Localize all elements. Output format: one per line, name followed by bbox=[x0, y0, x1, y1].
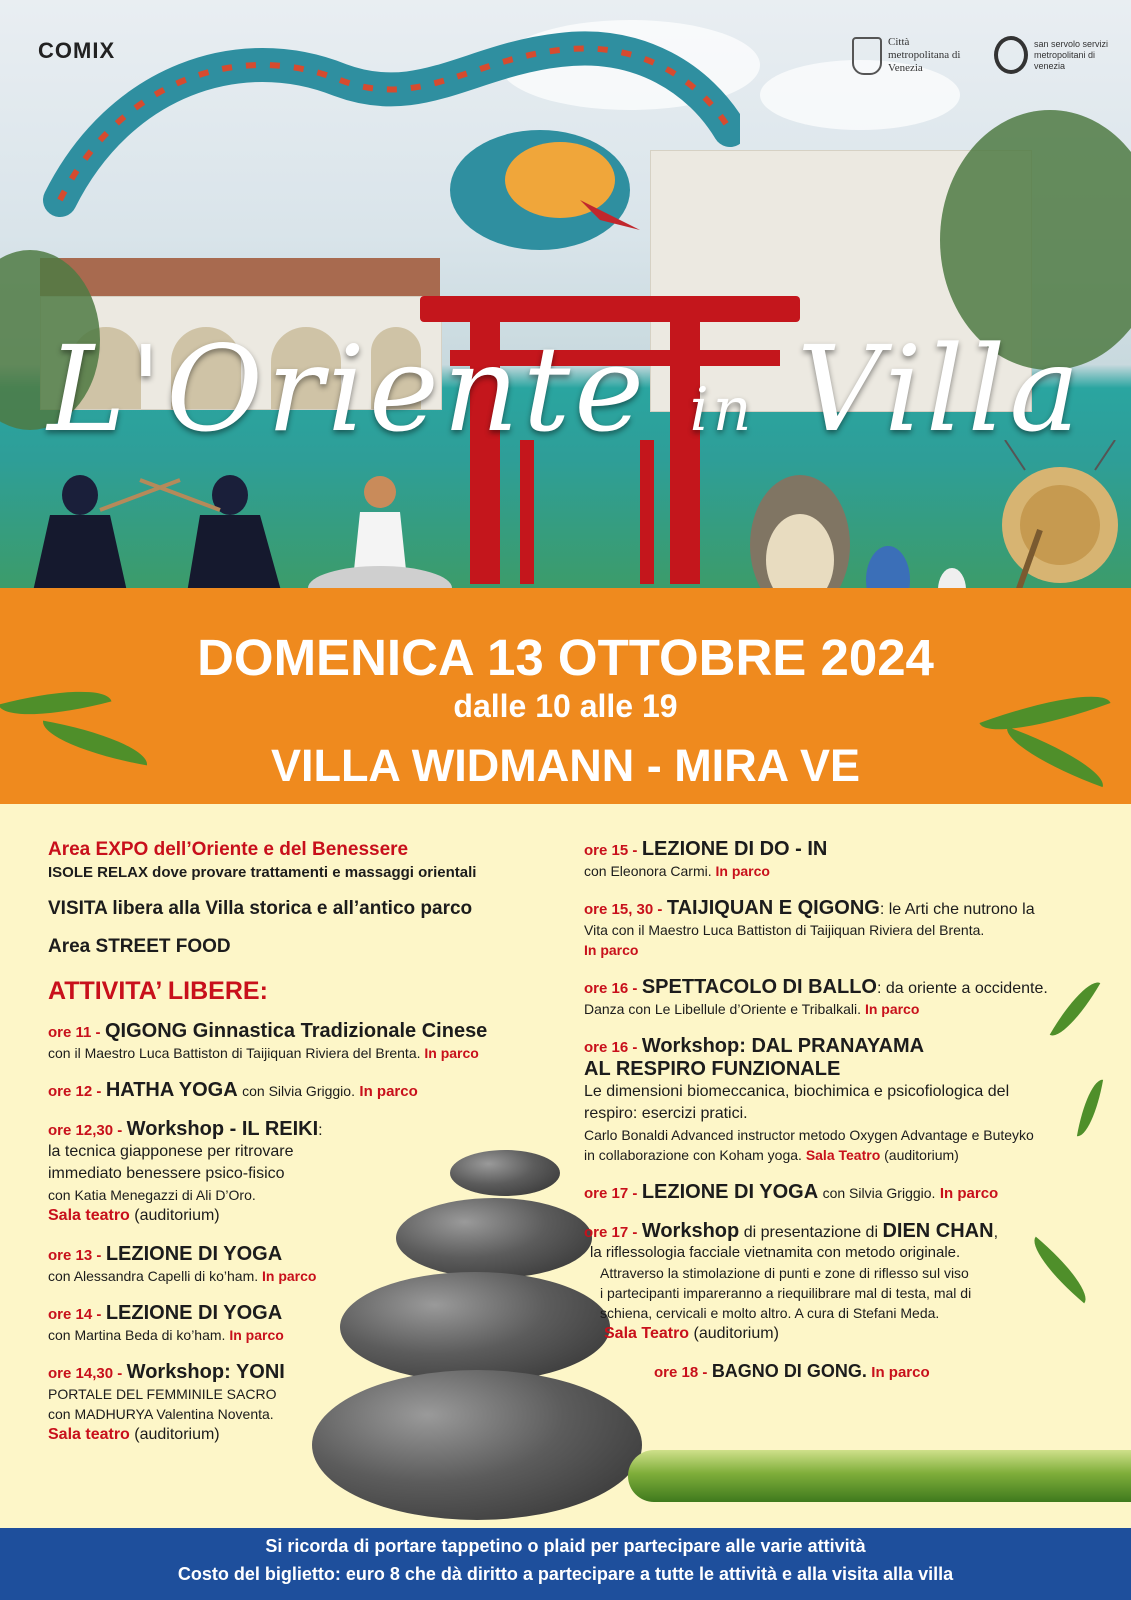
event-detail: con MADHURYA Valentina Noventa. bbox=[48, 1406, 274, 1422]
bamboo-stalk bbox=[628, 1450, 1131, 1502]
program-right-column bbox=[584, 838, 1084, 1398]
expo-subtitle: ISOLE RELAX dove provare trattamenti e massaggi orientali bbox=[48, 864, 477, 881]
program-event bbox=[48, 1243, 568, 1286]
program-event bbox=[584, 976, 1084, 1019]
event-location: In parco bbox=[262, 1268, 317, 1284]
program-event bbox=[584, 1035, 1084, 1165]
event-detail: immediato benessere psico-fisico bbox=[48, 1165, 285, 1182]
attivita-libere-heading: ATTIVITA’ LIBERE: bbox=[48, 977, 268, 1005]
event-detail: in collaborazione con Koham yoga. bbox=[584, 1147, 802, 1163]
event-detail: respiro: esercizi pratici. bbox=[584, 1105, 748, 1122]
event-time: ore 18 - bbox=[654, 1364, 708, 1381]
event-detail: Carlo Bonaldi Advanced instructor metodo Oxygen Advantage e Buteyko bbox=[584, 1127, 1034, 1143]
event-title: Workshop - IL REIKI bbox=[126, 1118, 319, 1140]
coat-of-arms-icon bbox=[852, 37, 882, 75]
torii-top-beam bbox=[420, 296, 800, 322]
event-detail: con Silvia Griggio. bbox=[242, 1083, 355, 1099]
event-detail: Vita con il Maestro Luca Battiston di Taijiquan Riviera del Brenta. bbox=[584, 922, 985, 938]
event-title: HATHA YOGA bbox=[105, 1079, 238, 1101]
event-detail: con Alessandra Capelli di ko’ham. bbox=[48, 1268, 259, 1284]
event-detail: : da oriente a occidente. bbox=[877, 980, 1048, 997]
program-event bbox=[48, 1361, 568, 1446]
event-title: QIGONG Ginnastica Tradizionale Cinese bbox=[104, 1020, 488, 1042]
event-location-note: (auditorium) bbox=[134, 1426, 220, 1443]
hero-illustration bbox=[0, 0, 1131, 588]
program-event bbox=[584, 838, 1084, 881]
event-location: In parco bbox=[871, 1364, 930, 1381]
event-detail: con Katia Menegazzi di Ali D’Oro. bbox=[48, 1187, 256, 1203]
kendo-fighters-illustration bbox=[20, 470, 300, 588]
event-detail: schiena, cervicali e molto altro. A cura di Stefani Meda. bbox=[600, 1305, 940, 1321]
event-title: BAGNO DI GONG. bbox=[711, 1361, 867, 1381]
event-detail: Attraverso la stimolazione di punti e zone di riflesso sul viso bbox=[600, 1265, 969, 1281]
san-servolo-mark-icon bbox=[994, 36, 1028, 74]
event-title: LEZIONE DI DO - IN bbox=[641, 838, 828, 860]
event-title: SPETTACOLO DI BALLO bbox=[641, 976, 877, 998]
event-detail: la tecnica giapponese per ritrovare bbox=[48, 1143, 294, 1160]
event-location: Sala teatro bbox=[48, 1426, 130, 1443]
event-detail: di presentazione di bbox=[743, 1224, 878, 1241]
event-title: Workshop bbox=[641, 1220, 740, 1242]
event-title: AL RESPIRO FUNZIONALE bbox=[584, 1058, 841, 1080]
program-event bbox=[48, 1302, 568, 1345]
event-detail: Le dimensioni biomeccanica, biochimica e psicofiologica del bbox=[584, 1083, 1010, 1100]
program-event bbox=[584, 1181, 1084, 1204]
event-title: DIEN CHAN bbox=[882, 1220, 994, 1242]
event-detail: con Silvia Griggio. bbox=[822, 1185, 936, 1201]
yoga-woman-illustration bbox=[300, 470, 460, 588]
totoro-illustration bbox=[740, 450, 1000, 588]
event-detail: : le Arti che nutrono la bbox=[879, 901, 1035, 918]
event-title: LEZIONE DI YOGA bbox=[105, 1243, 283, 1265]
event-time: ore 15, 30 - bbox=[584, 901, 663, 918]
villa-left-roof bbox=[40, 258, 440, 298]
street-food-text: Area STREET FOOD bbox=[48, 936, 231, 957]
event-time: ore 14 - bbox=[48, 1306, 102, 1323]
event-location: Sala Teatro bbox=[805, 1147, 881, 1163]
event-title: LEZIONE DI YOGA bbox=[641, 1181, 819, 1203]
footer-reminder: Si ricorda di portare tappetino o plaid per partecipare alle varie attività bbox=[265, 1536, 866, 1556]
comix-logo: COMIX bbox=[38, 38, 116, 63]
event-title: Workshop: DAL PRANAYAMA bbox=[641, 1035, 925, 1057]
san-servolo-text: san servolo servizi metropolitani di venezia bbox=[1034, 38, 1109, 71]
event-time: ore 12,30 - bbox=[48, 1122, 123, 1139]
title-part-1: L'Oriente bbox=[47, 320, 649, 458]
program-event bbox=[584, 897, 1084, 960]
citta-metropolitana-text: Città metropolitana di Venezia bbox=[888, 36, 961, 74]
event-location: In parco bbox=[939, 1185, 999, 1202]
title-part-2: in bbox=[689, 375, 756, 445]
citta-metropolitana-logo bbox=[852, 36, 968, 75]
event-detail: i partecipanti impareranno a riequilibrare mal di testa, mal di bbox=[600, 1285, 972, 1301]
event-time: ore 11 - bbox=[48, 1024, 101, 1041]
program-left-column bbox=[48, 838, 568, 1462]
event-title bbox=[0, 320, 1131, 458]
program-event bbox=[48, 1020, 568, 1063]
event-detail: con Martina Beda di ko’ham. bbox=[48, 1327, 226, 1343]
san-servolo-logo bbox=[994, 36, 1114, 74]
event-venue: VILLA WIDMANN - MIRA VE bbox=[270, 740, 861, 791]
program-event: ore 12,30 - Workshop - IL REIKI: la tecnica giapponese per ritrovare immediato benessere psico-fisico con Katia Menegazzi di Ali D’Oro. Sala teatro (auditorium) bbox=[48, 1118, 568, 1227]
event-title: Workshop: YONI bbox=[126, 1361, 285, 1383]
event-location: In parco bbox=[584, 942, 639, 958]
event-date: DOMENICA 13 OTTOBRE 2024 bbox=[197, 629, 934, 686]
event-location-note: (auditorium) bbox=[884, 1147, 959, 1163]
event-location: In parco bbox=[359, 1083, 418, 1100]
event-location: Sala Teatro bbox=[604, 1325, 690, 1342]
event-time: ore 16 - bbox=[584, 1039, 638, 1056]
event-detail: Danza con Le Libellule d’Oriente e Tribalkali. bbox=[584, 1001, 862, 1017]
event-detail: la riflessologia facciale vietnamita con metodo originale. bbox=[590, 1244, 961, 1261]
event-time: ore 14,30 - bbox=[48, 1365, 123, 1382]
event-detail: con il Maestro Luca Battiston di Taijiquan Riviera del Brenta. bbox=[48, 1045, 421, 1061]
event-time: ore 15 - bbox=[584, 842, 638, 859]
event-detail: con Eleonora Carmi. bbox=[584, 863, 712, 879]
dragon-illustration bbox=[40, 20, 740, 280]
event-location: In parco bbox=[424, 1045, 479, 1061]
expo-title: Area EXPO dell’Oriente e del Benessere bbox=[48, 839, 409, 860]
event-detail: PORTALE DEL FEMMINILE SACRO bbox=[48, 1386, 277, 1402]
event-time: ore 12 - bbox=[48, 1083, 102, 1100]
program-event bbox=[584, 1361, 1084, 1382]
title-part-3: Villa bbox=[796, 320, 1084, 458]
event-time: ore 17 - bbox=[584, 1224, 638, 1241]
event-time: ore 13 - bbox=[48, 1247, 102, 1264]
footer-ticket-price: Costo del biglietto: euro 8 che dà diritto a partecipare a tutte le attività e alla visita alla villa bbox=[177, 1564, 954, 1584]
event-location-note: (auditorium) bbox=[134, 1207, 220, 1224]
event-hours: dalle 10 alle 19 bbox=[453, 688, 678, 724]
program-event: ore 17 - Workshop di presentazione di DIEN CHAN, la riflessologia facciale vietnamita con metodo originale. Attraverso la stimolazione di punti e zone di riflesso sul viso i partecipanti impareranno a riequilibrare mal di testa, mal di schiena, cervicali e molto altro. A cura di Stefani Meda. Sala Teatro (auditorium) bbox=[584, 1220, 1084, 1345]
event-time: ore 16 - bbox=[584, 980, 638, 997]
program-event bbox=[48, 1079, 568, 1102]
event-title: TAIJIQUAN E QIGONG bbox=[666, 897, 880, 919]
event-location: In parco bbox=[715, 863, 770, 879]
gong-illustration bbox=[995, 440, 1125, 588]
event-location: Sala teatro bbox=[48, 1207, 130, 1224]
event-location: In parco bbox=[864, 1001, 920, 1017]
event-title: LEZIONE DI YOGA bbox=[105, 1302, 283, 1324]
event-location-note: (auditorium) bbox=[693, 1325, 779, 1342]
event-time: ore 17 - bbox=[584, 1185, 638, 1202]
visita-text: VISITA libera alla Villa storica e all’antico parco bbox=[48, 898, 473, 919]
event-location: In parco bbox=[229, 1327, 284, 1343]
